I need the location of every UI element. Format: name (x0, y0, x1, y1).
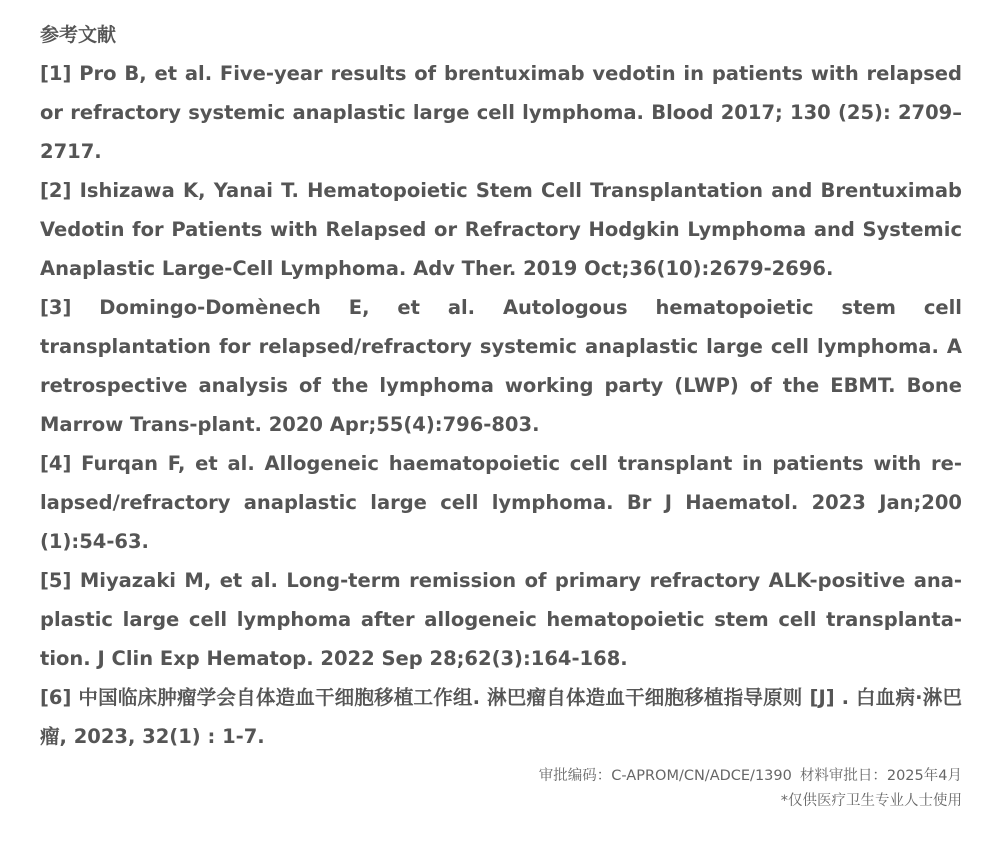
reference-item-2: [2] Ishizawa K, Yanai T. Hematopoietic Stem Cell Transplantation and Brentuximab Vedotin for Patients with Relapsed or Refractory Hodgkin Lymphoma and Systemic Anaplastic Large-Cell Lymphoma. Adv Ther. 2019 Oct;36(10):2679-2696. (40, 179, 962, 280)
reference-list (40, 54, 962, 756)
approval-code: 审批编码：C-APROM/CN/ADCE/1390 (538, 768, 792, 784)
reference-item-3: [3] Domingo-Domènech E, et al. Autologous hematopoietic stem cell transplantation for relapsed/refractory systemic anaplastic large cell lymphoma. A retrospective analysis of the lymphoma working party (LWP) of the EBMT. Bone Marrow Trans-plant. 2020 Apr;55(4):796-803. (40, 296, 962, 436)
reference-item-5: [5] Miyazaki M, et al. Long-term remission of primary refractory ALK-positive ana-plastic large cell lymphoma after allogeneic hematopoietic stem cell transplanta-tion. J Clin Exp Hematop. 2022 Sep 28;62(3):164-168. (40, 569, 962, 670)
reference-item-1: [1] Pro B, et al. Five-year results of brentuximab vedotin in patients with relapsed or refractory systemic anaplastic large cell lymphoma. Blood 2017; 130 (25): 2709–2717. (40, 62, 962, 163)
approval-date: 材料审批日：2025年4月 (799, 768, 962, 784)
approval-line (539, 764, 962, 789)
reference-item-6: [6] 中国临床肿瘤学会自体造血干细胞移植工作组. 淋巴瘤自体造血干细胞移植指导原则 [J] . 白血病·淋巴瘤, 2023, 32(1) : 1-7. (40, 686, 962, 748)
approval-footer (539, 764, 962, 814)
page-title: 参考文献 (40, 24, 117, 46)
reference-item-4: [4] Furqan F, et al. Allogeneic haematopoietic cell transplant in patients with re-lapsed/refractory anaplastic large cell lymphoma. Br J Haematol. 2023 Jan;200 (1):54-63. (40, 452, 962, 553)
professional-use-notice: *仅供医疗卫生专业人士使用 (780, 793, 962, 809)
